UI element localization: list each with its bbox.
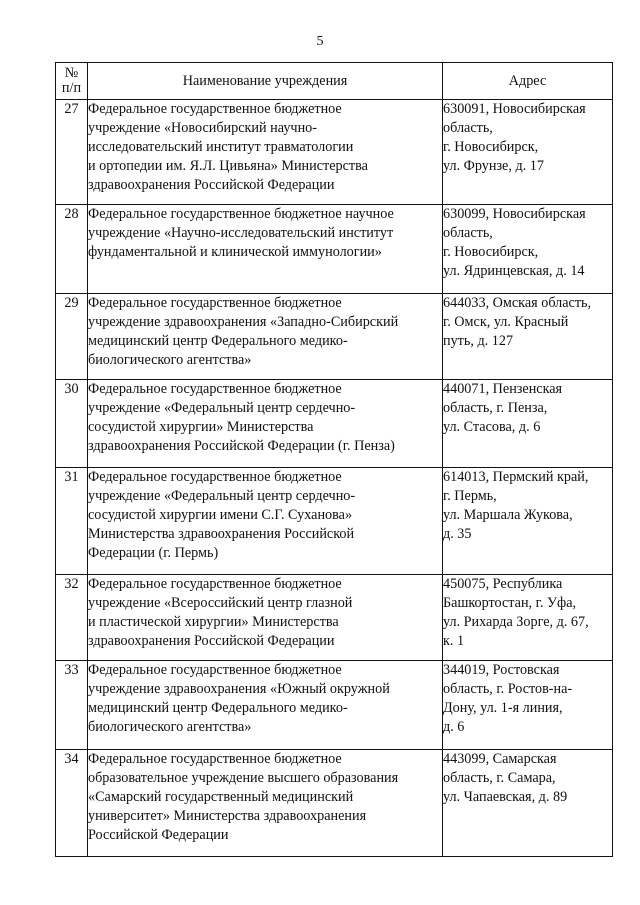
address-line: г. Омск, ул. Красный	[443, 314, 569, 330]
name-line: Российской Федерации	[88, 827, 229, 843]
table-row	[56, 294, 613, 380]
institution-address	[443, 294, 613, 380]
address-line: область, г. Пенза,	[443, 400, 548, 416]
name-line: Федеральное государственное бюджетное научное	[88, 206, 394, 222]
table-row	[56, 380, 613, 468]
address-line: 450075, Республика	[443, 576, 563, 592]
address-line: 644033, Омская область,	[443, 295, 592, 311]
name-line: здравоохранения Российской Федерации	[88, 633, 335, 649]
header-address: Адрес	[443, 63, 613, 100]
institution-name	[88, 750, 443, 857]
name-line: Федеральное государственное бюджетное	[88, 662, 342, 678]
institution-name	[88, 205, 443, 294]
address-line: Дону, ул. 1-я линия,	[443, 700, 563, 716]
header-number-abbr: п/п	[61, 80, 82, 96]
name-line: «Самарский государственный медицинский	[88, 789, 354, 805]
name-line: университет» Министерства здравоохранения	[88, 808, 367, 824]
header-institution-name: Наименование учреждения	[88, 63, 443, 100]
name-line: учреждение здравоохранения «Западно-Сибирский	[88, 314, 399, 330]
address-line: область,	[443, 120, 493, 136]
name-line: учреждение «Всероссийский центр глазной	[88, 595, 353, 611]
institution-name	[88, 100, 443, 205]
row-number: 28	[56, 205, 88, 294]
row-number: 34	[56, 750, 88, 857]
table-row	[56, 661, 613, 750]
address-line: к. 1	[443, 633, 465, 649]
institution-name	[88, 294, 443, 380]
name-line: фундаментальной и клинической иммунологии»	[88, 244, 382, 260]
address-line: 614013, Пермский край,	[443, 469, 589, 485]
address-line: д. 35	[443, 526, 472, 542]
address-line: ул. Стасова, д. 6	[443, 419, 541, 435]
table-header-row	[56, 63, 613, 100]
name-line: биологического агентства»	[88, 719, 252, 735]
address-line: 443099, Самарская	[443, 751, 557, 767]
address-line: г. Новосибирск,	[443, 244, 539, 260]
name-line: и пластической хирургии» Министерства	[88, 614, 339, 630]
address-line: 344019, Ростовская	[443, 662, 560, 678]
name-line: учреждение «Федеральный центр сердечно-	[88, 400, 356, 416]
institution-address	[443, 380, 613, 468]
row-number: 31	[56, 468, 88, 575]
table-row	[56, 575, 613, 661]
header-number-symbol: №	[64, 65, 79, 81]
address-line: область, г. Ростов-на-	[443, 681, 573, 697]
address-line: д. 6	[443, 719, 465, 735]
address-line: г. Пермь,	[443, 488, 497, 504]
name-line: Федеральное государственное бюджетное	[88, 469, 342, 485]
table-row	[56, 205, 613, 294]
institution-address	[443, 205, 613, 294]
institution-name	[88, 380, 443, 468]
address-line: ул. Чапаевская, д. 89	[443, 789, 568, 805]
name-line: учреждение здравоохранения «Южный окружной	[88, 681, 390, 697]
institution-name	[88, 468, 443, 575]
name-line: учреждение «Научно-исследовательский институт	[88, 225, 394, 241]
name-line: Федеральное государственное бюджетное	[88, 381, 342, 397]
name-line: и ортопедии им. Я.Л. Цивьяна» Министерства	[88, 158, 368, 174]
row-number: 27	[56, 100, 88, 205]
row-number: 33	[56, 661, 88, 750]
institution-name	[88, 575, 443, 661]
row-number: 29	[56, 294, 88, 380]
name-line: сосудистой хирургии имени С.Г. Суханова»	[88, 507, 353, 523]
name-line: Федеральное государственное бюджетное	[88, 751, 342, 767]
name-line: биологического агентства»	[88, 352, 252, 368]
row-number: 32	[56, 575, 88, 661]
address-line: область,	[443, 225, 493, 241]
address-line: область, г. Самара,	[443, 770, 556, 786]
address-line: Башкортостан, г. Уфа,	[443, 595, 577, 611]
name-line: здравоохранения Российской Федерации	[88, 177, 335, 193]
table-row	[56, 468, 613, 575]
institution-address	[443, 750, 613, 857]
name-line: медицинский центр Федерального медико-	[88, 333, 348, 349]
institution-address	[443, 661, 613, 750]
address-line: ул. Рихарда Зорге, д. 67,	[443, 614, 589, 630]
name-line: учреждение «Федеральный центр сердечно-	[88, 488, 356, 504]
address-line: путь, д. 127	[443, 333, 514, 349]
address-line: 440071, Пензенская	[443, 381, 563, 397]
name-line: образовательное учреждение высшего образования	[88, 770, 399, 786]
institution-name	[88, 661, 443, 750]
name-line: исследовательский институт травматологии	[88, 139, 354, 155]
address-line: 630091, Новосибирская	[443, 101, 586, 117]
address-line: ул. Маршала Жукова,	[443, 507, 573, 523]
name-line: Федеральное государственное бюджетное	[88, 295, 342, 311]
row-number: 30	[56, 380, 88, 468]
institution-address	[443, 468, 613, 575]
address-line: г. Новосибирск,	[443, 139, 539, 155]
table-row	[56, 750, 613, 857]
table-row	[56, 100, 613, 205]
name-line: учреждение «Новосибирский научно-	[88, 120, 317, 136]
institutions-table	[55, 62, 613, 857]
name-line: Федеральное государственное бюджетное	[88, 101, 342, 117]
institution-address	[443, 575, 613, 661]
address-line: ул. Фрунзе, д. 17	[443, 158, 544, 174]
name-line: здравоохранения Российской Федерации (г. Пенза)	[88, 438, 395, 454]
address-line: 630099, Новосибирская	[443, 206, 586, 222]
name-line: Федерации (г. Пермь)	[88, 545, 219, 561]
name-line: медицинский центр Федерального медико-	[88, 700, 348, 716]
header-number	[56, 63, 88, 100]
name-line: Министерства здравоохранения Российской	[88, 526, 355, 542]
name-line: Федеральное государственное бюджетное	[88, 576, 342, 592]
institution-address	[443, 100, 613, 205]
page-number: 5	[316, 34, 324, 49]
address-line: ул. Ядринцевская, д. 14	[443, 263, 585, 279]
name-line: сосудистой хирургии» Министерства	[88, 419, 314, 435]
